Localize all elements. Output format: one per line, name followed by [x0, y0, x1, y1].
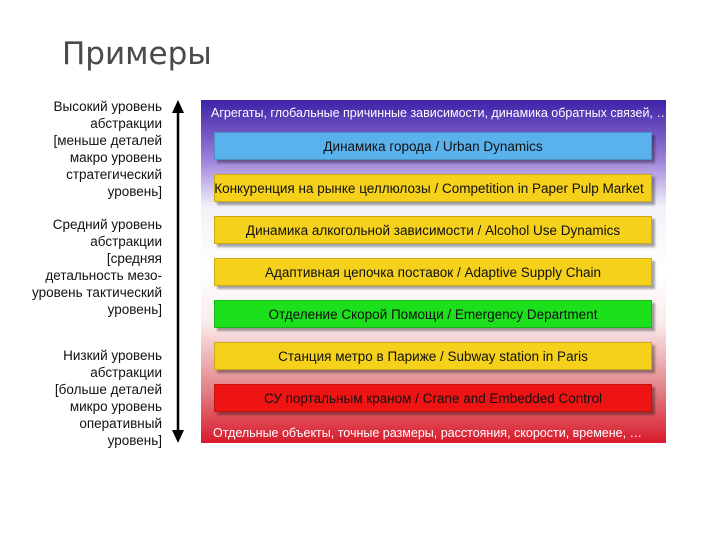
- level-line: Высокий уровень: [53, 99, 162, 114]
- level-line: [меньше деталей: [53, 133, 162, 148]
- band-alcohol-use-dynamics: [214, 216, 652, 244]
- band-label: Динамика города / Urban Dynamics: [323, 138, 543, 154]
- band-label: СУ портальным краном / Crane and Embedded Control: [263, 390, 603, 406]
- level-line: уровень]: [107, 184, 162, 199]
- double-arrow-icon: [166, 100, 190, 443]
- level-line: уровень]: [107, 433, 162, 448]
- band-label: Отделение Скорой Помощи / Emergency Department: [268, 306, 598, 322]
- level-line: уровень тактический: [32, 285, 162, 300]
- band-adaptive-supply-chain: [214, 258, 652, 286]
- abstraction-scale-panel: [201, 100, 669, 443]
- level-line: Средний уровень: [52, 217, 162, 232]
- level-line: микро уровень: [69, 399, 162, 414]
- band-emergency-department: [214, 300, 652, 328]
- high-abstraction-level-text: [12, 98, 162, 200]
- band-label: Станция метро в Париже / Subway station in Paris: [278, 348, 588, 364]
- level-line: детальность мезо-: [45, 268, 162, 283]
- level-line: абстракции: [90, 365, 162, 380]
- band-label: Адаптивная цепочка поставок / Adaptive Supply Chain: [264, 264, 602, 280]
- band-urban-dynamics: [214, 132, 652, 160]
- band-label: Динамика алкогольной зависимости / Alcohol Use Dynamics: [245, 222, 621, 238]
- level-line: макро уровень: [69, 150, 162, 165]
- aggregate-caption: Агрегаты, глобальные причинные зависимости, динамика обратных связей, …: [211, 106, 669, 120]
- band-subway-station: [214, 342, 652, 370]
- level-line: стратегический: [66, 167, 162, 182]
- band-label: Конкуренция на рынке целлюлозы / Competition in Paper Pulp Market: [214, 180, 644, 196]
- level-line: [средняя: [106, 251, 162, 266]
- low-abstraction-level-text: [12, 347, 162, 449]
- level-line: Низкий уровень: [63, 348, 162, 363]
- level-line: оперативный: [79, 416, 162, 431]
- level-line: абстракции: [90, 234, 162, 249]
- band-crane-control: [214, 384, 652, 412]
- level-line: [больше деталей: [54, 382, 162, 397]
- band-paper-pulp-market: [214, 174, 652, 202]
- level-line: абстракции: [90, 116, 162, 131]
- page-title: Примеры: [62, 36, 212, 72]
- individual-objects-caption: Отдельные объекты, точные размеры, расстояния, скорости, времене, …: [213, 426, 643, 440]
- mid-abstraction-level-text: [12, 216, 162, 318]
- level-line: уровень]: [107, 302, 162, 317]
